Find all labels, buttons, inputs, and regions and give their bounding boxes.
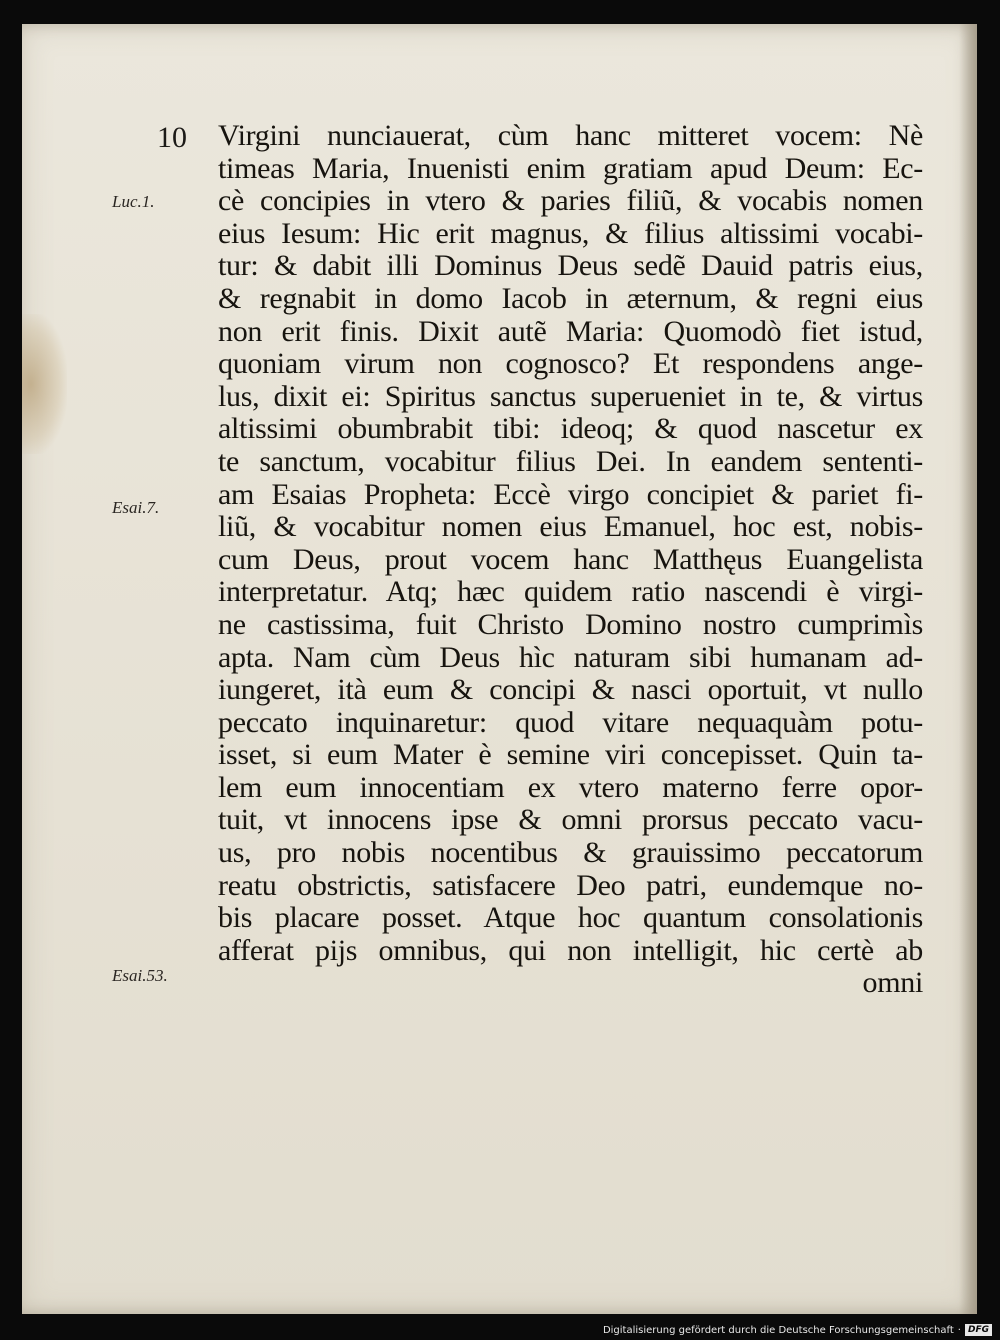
body-text bbox=[218, 120, 923, 1000]
text-line: ne castissima, fuit Christo Domino nostro cumprimìs bbox=[218, 607, 923, 641]
text-line: afferat pijs omnibus, qui non intelligit, hic certè ab bbox=[218, 933, 923, 967]
margin-note-luke: Luc.1. bbox=[112, 192, 155, 211]
text-line: cè concipies in vtero & paries filiũ, & vocabis nomen bbox=[218, 184, 923, 218]
footer-text: Digitalisierung gefördert durch die Deutsche Forschungsgemeinschaft bbox=[602, 1324, 954, 1336]
page-edge-shadow bbox=[959, 24, 977, 1314]
text-line: cum Deus, prout vocem hanc Matthęus Euangelista bbox=[218, 542, 923, 576]
text-line: non erit finis. Dixit autẽ Maria: Quomodò fiet istud, bbox=[218, 314, 923, 348]
water-stain bbox=[22, 314, 67, 454]
margin-note-isaiah-7: Esai.7. bbox=[112, 498, 160, 517]
text-line: tur: & dabit illi Dominus Deus sedẽ Dauid patris eius, bbox=[218, 249, 923, 283]
text-line: peccato inquinaretur: quod vitare nequaquàm potu- bbox=[218, 705, 923, 739]
text-line: Virgini nunciauerat, cùm hanc mitteret vocem: Nè bbox=[218, 119, 923, 152]
text-line: altissimi obumbrabit tibi: ideoq; & quod nascetur ex bbox=[218, 412, 923, 446]
catchword: omni bbox=[862, 966, 923, 1000]
text-line: reatu obstrictis, satisfacere Deo patri, eundemque no- bbox=[218, 868, 923, 902]
text-line: isset, si eum Mater è semine viri concepisset. Quin ta- bbox=[218, 738, 923, 772]
text-line: eius Iesum: Hic erit magnus, & filius altissimi vocabi- bbox=[218, 216, 923, 250]
text-line: lus, dixit ei: Spiritus sanctus superueniet in te, & virtus bbox=[218, 379, 923, 413]
text-line: te sanctum, vocabitur filius Dei. In eandem sententi- bbox=[218, 444, 923, 478]
text-line: am Esaias Propheta: Eccè virgo concipiet & pariet fi- bbox=[218, 477, 923, 511]
text-line: bis placare posset. Atque hoc quantum consolationis bbox=[218, 901, 923, 935]
text-line: timeas Maria, Inuenisti enim gratiam apud Deum: Ec- bbox=[218, 151, 923, 185]
book-page bbox=[22, 24, 977, 1314]
text-line: apta. Nam cùm Deus hìc naturam sibi humanam ad- bbox=[218, 640, 923, 674]
text-line: us, pro nobis nocentibus & grauissimo peccatorum bbox=[218, 836, 923, 870]
page-number: 10 bbox=[157, 121, 187, 154]
dfg-logo: DFG bbox=[965, 1324, 992, 1336]
text-line: & regnabit in domo Iacob in æternum, & regni eius bbox=[218, 281, 923, 315]
text-line: interpretatur. Atq; hæc quidem ratio nascendi è virgi- bbox=[218, 575, 923, 609]
margin-note-isaiah-53: Esai.53. bbox=[112, 966, 168, 985]
text-line: quoniam virum non cognosco? Et respondens ange- bbox=[218, 347, 923, 381]
text-line: liũ, & vocabitur nomen eius Emanuel, hoc est, nobis- bbox=[218, 510, 923, 544]
text-line: lem eum innocentiam ex vtero materno ferre opor- bbox=[218, 770, 923, 804]
text-line: tuit, vt innocens ipse & omni prorsus peccato vacu- bbox=[218, 803, 923, 837]
footer-separator: · bbox=[957, 1324, 961, 1336]
text-line: iungeret, ità eum & concipi & nasci oportuit, vt nullo bbox=[218, 673, 923, 707]
digitization-credit bbox=[603, 1324, 992, 1336]
